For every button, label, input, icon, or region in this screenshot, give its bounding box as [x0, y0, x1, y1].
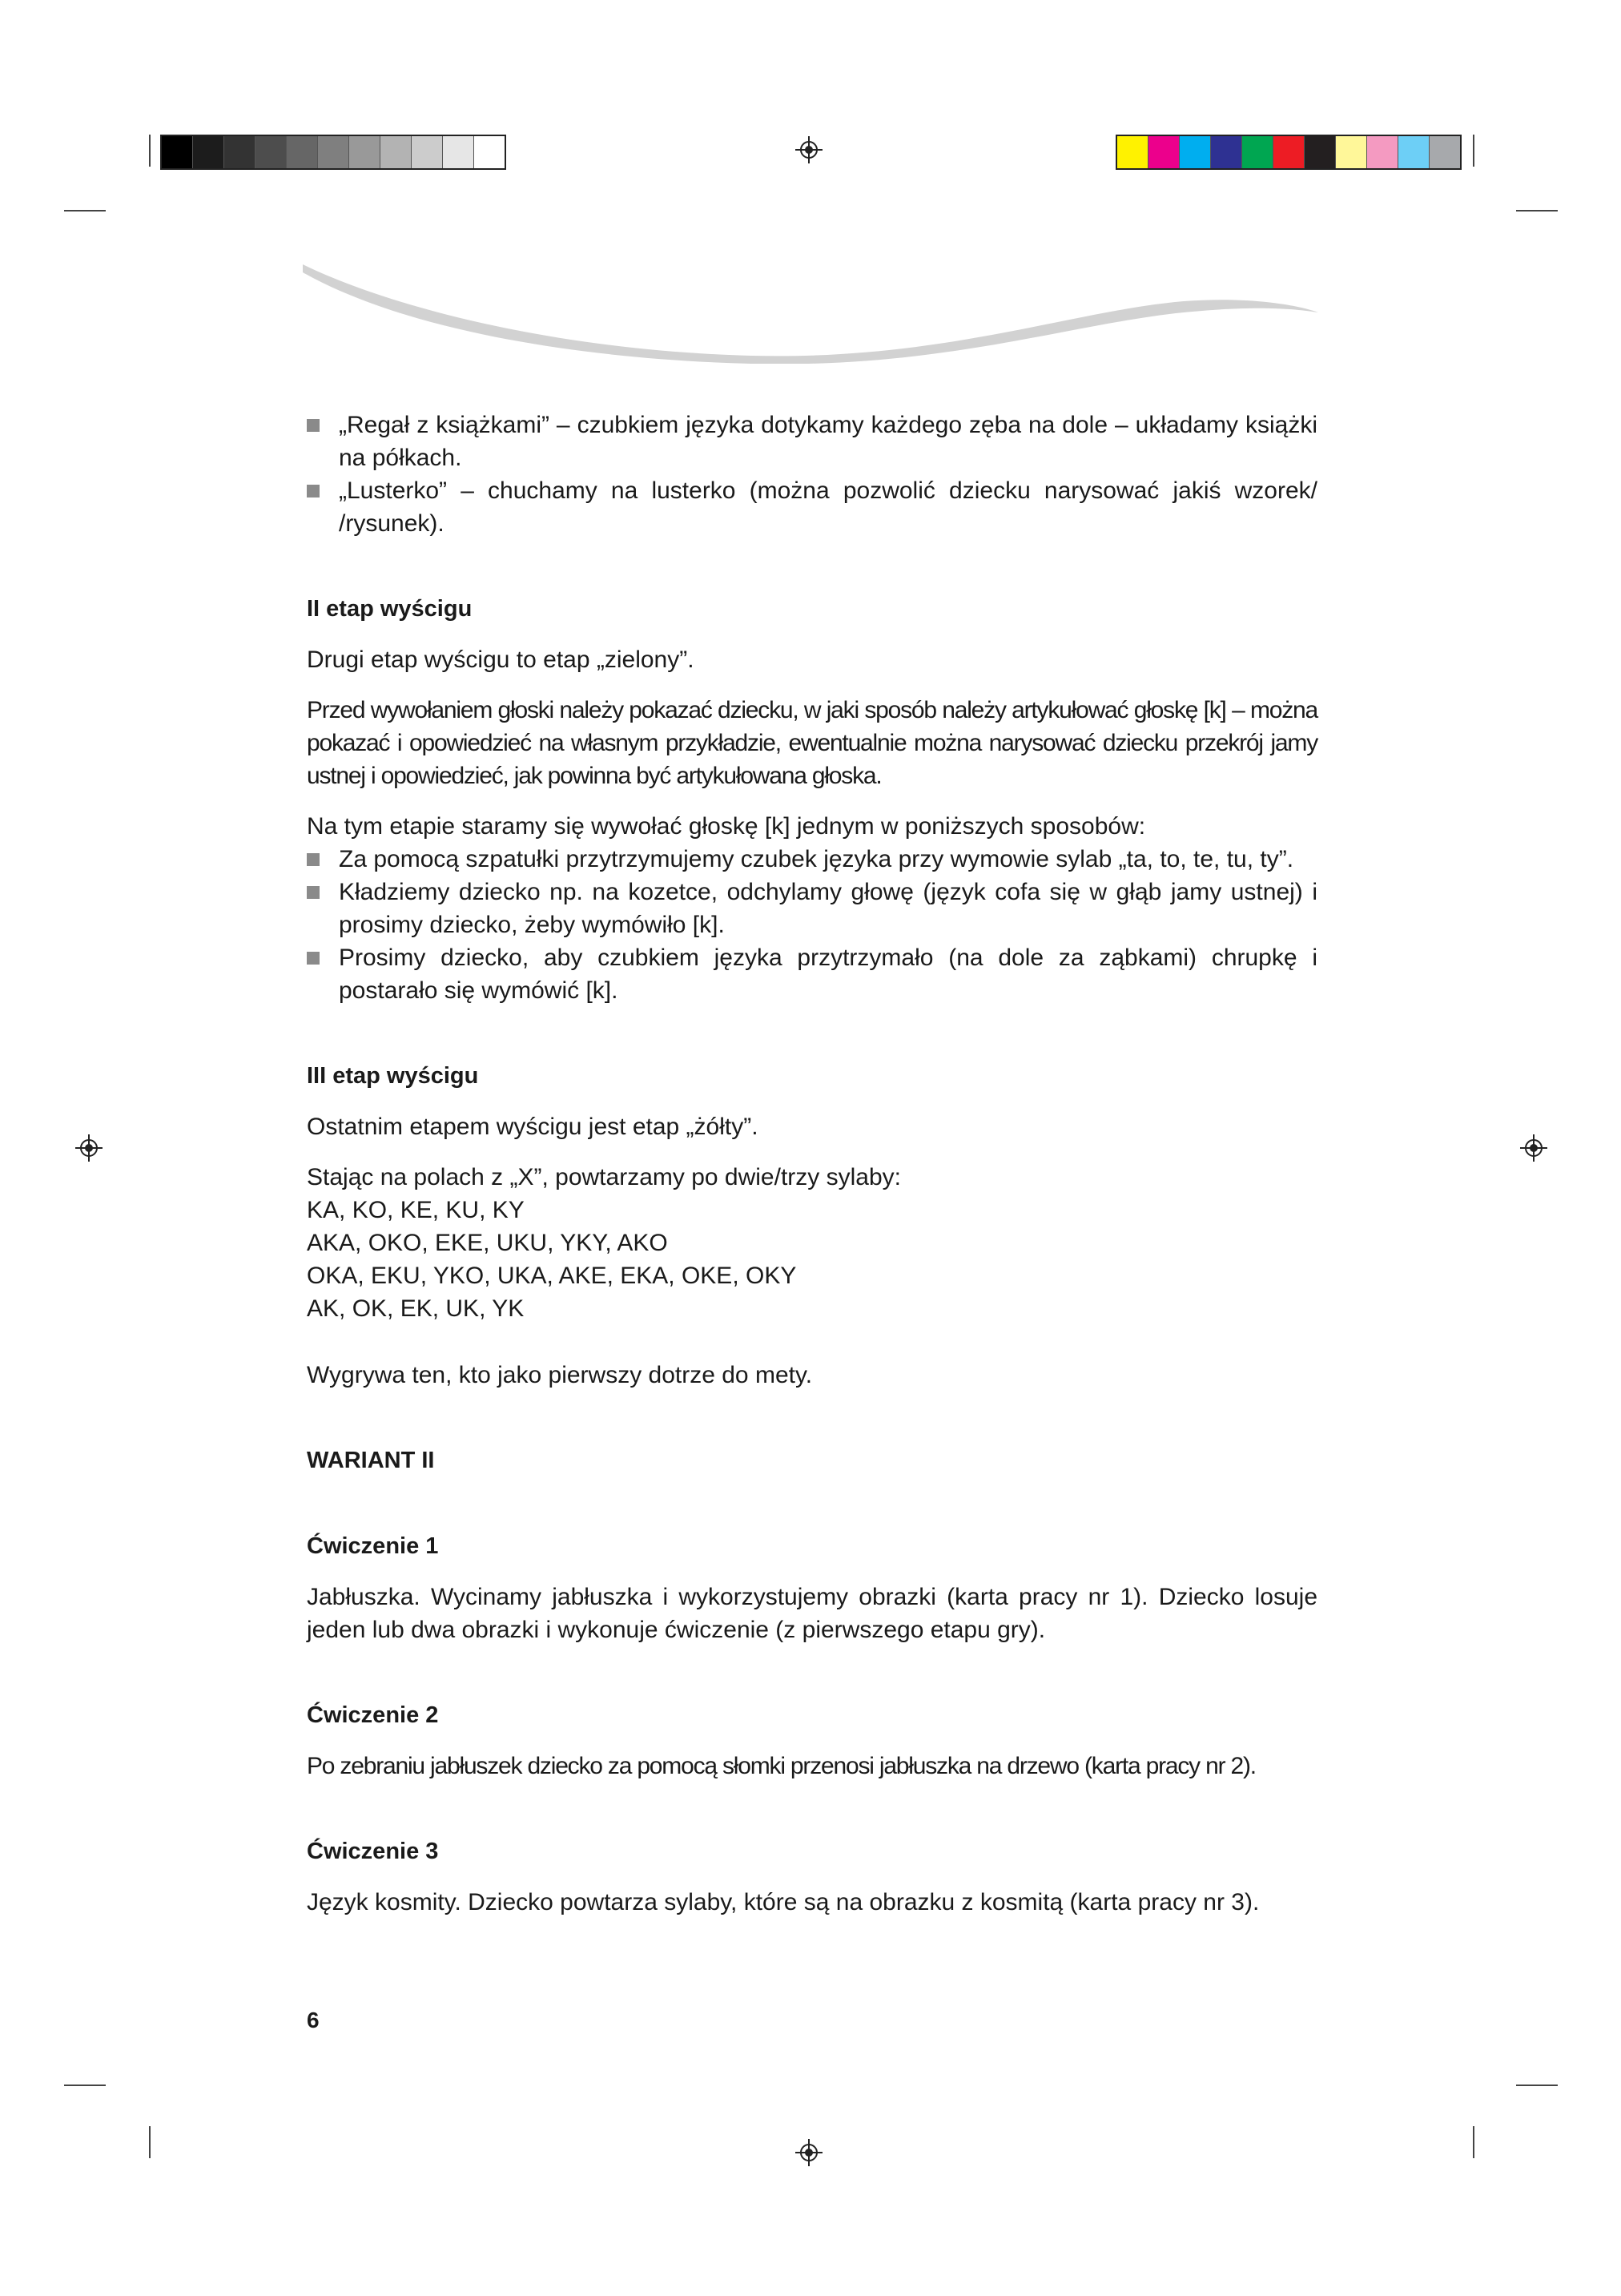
list-item: Kładziemy dziecko np. na kozetce, odchylamy głowę (język cofa się w głąb jamy ustnej) i prosimy dziecko, żeby wymówiło [k]. — [307, 876, 1317, 941]
color-swatch — [349, 136, 380, 168]
crop-mark — [1516, 2085, 1558, 2086]
paragraph: Wygrywa ten, kto jako pierwszy dotrze do mety. — [307, 1362, 813, 1388]
color-swatch — [255, 136, 287, 168]
color-swatch — [318, 136, 349, 168]
color-swatch — [1430, 136, 1460, 168]
color-swatch — [1398, 136, 1430, 168]
color-swatch — [1305, 136, 1336, 168]
crop-mark — [1516, 210, 1558, 211]
color-swatch — [1211, 136, 1242, 168]
exercise-heading: Ćwiczenie 1 — [307, 1533, 439, 1559]
color-swatch — [412, 136, 443, 168]
color-swatch — [1273, 136, 1305, 168]
paragraph: Stając na polach z „X”, powtarzamy po dwie/trzy sylaby: — [307, 1164, 901, 1190]
bullet-square-icon — [307, 853, 320, 866]
color-swatch — [162, 136, 193, 168]
color-swatch — [1336, 136, 1367, 168]
list-item: Za pomocą szpatułki przytrzymujemy czubek języka przy wymowie sylab „ta, to, te, tu, ty”. — [307, 843, 1317, 876]
crop-mark — [64, 210, 106, 211]
grayscale-color-bar — [160, 135, 506, 170]
syllable-line: AK, OK, EK, UK, YK — [307, 1295, 525, 1322]
paragraph: Jabłuszka. Wycinamy jabłuszka i wykorzystujemy obrazki (karta pracy nr 1). Dziecko losuje jeden lub dwa obrazki i wykonuje ćwiczenie (z pierwszego etapu gry). — [307, 1584, 1317, 1643]
syllable-line: KA, KO, KE, KU, KY — [307, 1197, 525, 1223]
exercise-heading: Ćwiczenie 2 — [307, 1702, 439, 1728]
color-swatch — [193, 136, 224, 168]
section-heading: III etap wyścigu — [307, 1063, 479, 1089]
syllable-line: OKA, EKU, YKO, UKA, AKE, EKA, OKE, OKY — [307, 1263, 797, 1289]
paragraph: Na tym etapie staramy się wywołać głoskę [k] jednym w poniższych sposobów: — [307, 813, 1146, 840]
registration-mark-icon — [1520, 1134, 1547, 1162]
page-body — [307, 409, 1317, 1919]
color-swatch — [380, 136, 412, 168]
color-swatch — [1117, 136, 1148, 168]
list-item: Prosimy dziecko, aby czubkiem języka przytrzymało (na dole za ząbkami) chrupkę i postarało się wymówić [k]. — [307, 941, 1317, 1007]
list-item: „Regał z książkami” – czubkiem języka dotykamy każdego zęba na dole – układamy książki na półkach. — [307, 409, 1317, 474]
exercise-heading: Ćwiczenie 3 — [307, 1839, 439, 1864]
color-swatch — [1367, 136, 1398, 168]
color-swatch — [224, 136, 255, 168]
paragraph: Drugi etap wyścigu to etap „zielony”. — [307, 647, 694, 673]
cmyk-color-bar — [1116, 135, 1462, 170]
bullet-square-icon — [307, 886, 320, 899]
crop-mark — [1473, 2126, 1474, 2158]
crop-mark — [1473, 135, 1474, 167]
paragraph: Język kosmity. Dziecko powtarza sylaby, które są na obrazku z kosmitą (karta pracy nr 3). — [307, 1889, 1260, 1915]
color-swatch — [1180, 136, 1211, 168]
color-swatch — [443, 136, 474, 168]
paragraph: Przed wywołaniem głoski należy pokazać dziecku, w jaki sposób należy artykułować głoskę [k] – można pokazać i opowiedzieć na własnym przykładzie, ewentualnie można narysować dziecku przekrój jamy ustnej i opowiedzieć, jak powinna być artykułowana głoska. — [307, 697, 1317, 789]
bullet-square-icon — [307, 419, 320, 432]
decorative-swoosh — [303, 255, 1320, 364]
variant-heading: WARIANT II — [307, 1448, 435, 1473]
crop-mark — [149, 2126, 151, 2158]
color-swatch — [474, 136, 505, 168]
registration-mark-icon — [795, 136, 823, 163]
crop-mark — [149, 135, 151, 167]
crop-mark — [64, 2085, 106, 2086]
paragraph: Po zebraniu jabłuszek dziecko za pomocą słomki przenosi jabłuszka na drzewo (karta pracy nr 2). — [307, 1753, 1256, 1779]
registration-mark-icon — [75, 1134, 103, 1162]
syllable-line: AKA, OKO, EKE, UKU, YKY, AKO — [307, 1230, 668, 1256]
registration-mark-icon — [795, 2139, 823, 2166]
bullet-square-icon — [307, 952, 320, 965]
color-swatch — [1148, 136, 1180, 168]
color-swatch — [287, 136, 318, 168]
paragraph: Ostatnim etapem wyścigu jest etap „żółty”. — [307, 1114, 758, 1140]
bullet-square-icon — [307, 485, 320, 497]
color-swatch — [1242, 136, 1273, 168]
page-number: 6 — [307, 2008, 320, 2032]
section-heading: II etap wyścigu — [307, 596, 473, 622]
list-item: „Lusterko” – chuchamy na lusterko (można pozwolić dziecku narysować jakiś wzorek/ /rysunek). — [307, 474, 1317, 540]
